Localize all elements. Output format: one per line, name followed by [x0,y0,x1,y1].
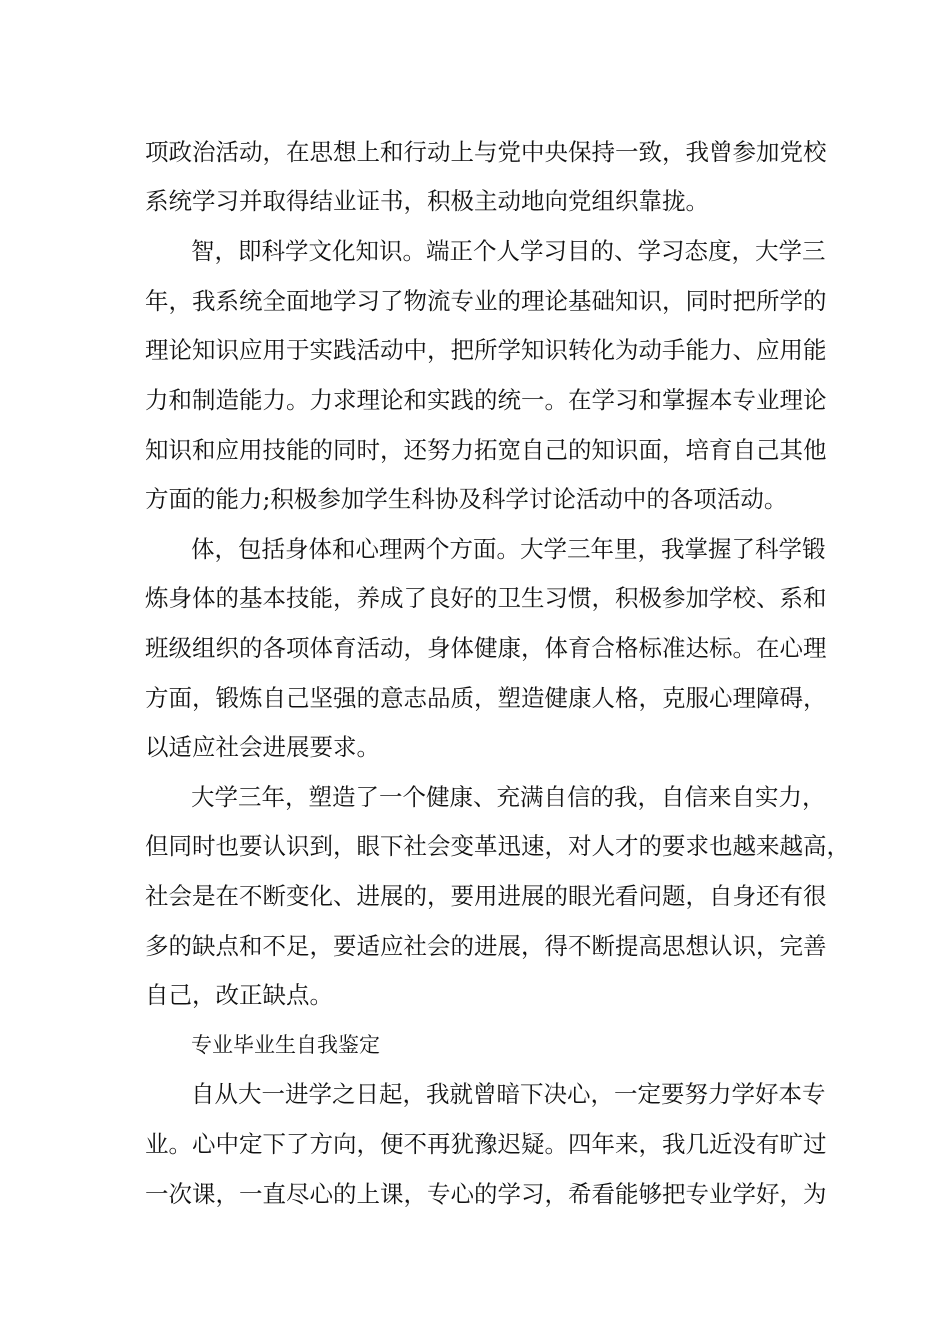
text-line: 系统学习并取得结业证书，积极主动地向党组织靠拢。 [145,187,709,215]
text-line: 业。心中定下了方向，便不再犹豫迟疑。四年来，我几近没有旷过 [145,1130,827,1158]
text-line: 年，我系统全面地学习了物流专业的理论基础知识，同时把所学的 [145,287,827,315]
text-line: 方面的能力;积极参加学生科协及科学讨论活动中的各项活动。 [145,485,788,513]
section-heading: 专业毕业生自我鉴定 [191,1033,380,1057]
paragraph-start-line: 大学三年，塑造了一个健康、充满自信的我，自信来自实力， [191,783,826,811]
text-line: 一次课，一直尽心的上课，专心的学习，希看能够把专业学好，为 [145,1180,827,1208]
text-line: 力和制造能力。力求理论和实践的统一。在学习和掌握本专业理论 [145,386,827,414]
text-line: 理论知识应用于实践活动中，把所学知识转化为动手能力、应用能 [145,336,827,364]
text-line: 知识和应用技能的同时，还努力拓宽自己的知识面，培育自己其他 [145,436,827,464]
text-line: 方面，锻炼自己坚强的意志品质，塑造健康人格，克服心理障碍， [145,684,827,712]
text-line: 自己，改正缺点。 [145,981,333,1009]
paragraph-start-line: 体，包括身体和心理两个方面。大学三年里，我掌握了科学锻 [191,535,826,563]
text-line: 班级组织的各项体育活动，身体健康，体育合格标准达标。在心理 [145,634,827,662]
paragraph-start-line: 自从大一进学之日起，我就曾暗下决心，一定要努力学好本专 [191,1080,826,1108]
text-line: 社会是在不断变化、进展的，要用进展的眼光看问题，自身还有很 [145,882,827,910]
text-line: 但同时也要认识到，眼下社会变革迅速，对人才的要求也越来越高， [145,832,850,860]
text-line: 项政治活动，在思想上和行动上与党中央保持一致，我曾参加党校 [145,138,827,166]
paragraph-start-line: 智，即科学文化知识。端正个人学习目的、学习态度，大学三 [191,237,826,265]
text-line: 炼身体的基本技能，养成了良好的卫生习惯，积极参加学校、系和 [145,584,827,612]
text-line: 以适应社会进展要求。 [145,733,380,761]
text-line: 多的缺点和不足，要适应社会的进展，得不断提高思想认识，完善 [145,932,827,960]
